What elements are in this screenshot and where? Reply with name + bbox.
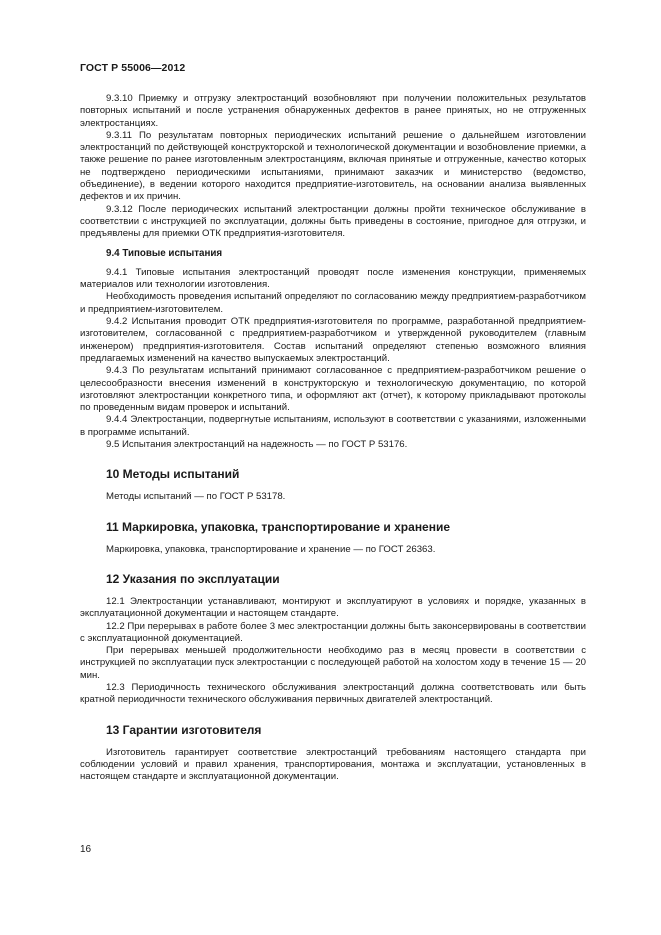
section-heading-13: 13 Гарантии изготовителя xyxy=(106,722,262,737)
page-number: 16 xyxy=(80,844,92,855)
page-content xyxy=(80,93,586,783)
paragraph-11: Маркировка, упаковка, транспортирование и хранение — по ГОСТ 26363. xyxy=(106,543,436,555)
paragraph-9-4-1-continued: Необходимость проведения испытаний определяют по согласованию между предприятием-разработчиком и предприятием-изготовителем. xyxy=(80,291,586,315)
paragraph-9-4-4: 9.4.4 Электростанции, подвергнутые испытаниям, используют в соответствии с указаниями, изложенными в программе испытаний. xyxy=(80,414,586,438)
document-header: ГОСТ Р 55006—2012 xyxy=(80,62,186,74)
paragraph-9-4-1: 9.4.1 Типовые испытания электростанций проводят после изменения конструкции, применяемых материалов или технологии изготовления. xyxy=(80,266,586,291)
paragraph-12-3: 12.3 Периодичность технического обслуживания электростанций должна соответствовать или быть кратной периодичности технического обслуживания первичных двигателей электростанций. xyxy=(80,681,586,706)
paragraph-9-3-12: 9.3.12 После периодических испытаний электростанции должны пройти техническое обслуживание в соответствии с инструкцией по эксплуатации, должны быть приведены в состояние, пригодное для отгрузки, и предъявлены для приемки ОТК предприятия-изготовителя. xyxy=(80,203,586,240)
paragraph-12-1: 12.1 Электростанции устанавливают, монтируют и эксплуатируют в условиях и порядке, указанных в эксплуатационной документации и настоящем стандарте. xyxy=(80,595,586,620)
paragraph-12-2: 12.2 При перерывах в работе более 3 мес электростанции должны быть законсервированы в соответствии с эксплуатационной документацией. xyxy=(80,620,587,644)
subsection-heading-9-4: 9.4 Типовые испытания xyxy=(106,247,223,259)
paragraph-13: Изготовитель гарантирует соответствие электростанций требованиям настоящего стандарта при соблюдении условий и правил хранения, транспортирования, монтажа и эксплуатации, установленных в настоящем стандарте и эксплуатационной документации. xyxy=(80,746,586,783)
paragraph-9-4-3: 9.4.3 По результатам испытаний принимают согласованное с предприятием-разработчиком решение о целесообразности внесения изменений в конструкторскую и технологическую документацию, по которой изготовляют электростанции конкретного типа, и оформляют акт (отчет), к которому прикладывают протоколы по проведенным видам проверок и испытаний. xyxy=(80,365,586,414)
section-heading-10: 10 Методы испытаний xyxy=(106,467,240,482)
paragraph-9-3-11: 9.3.11 По результатам повторных периодических испытаний решение о дальнейшем изготовлении электростанций по действующей конструкторской и технологической документации и возобновление приемки, а также решение по ранее изготовленным электростанциям, включая принятые и отгруженные, качество которых не подтверждено периодическими испытаниями, принимают заказчик и министерство (ведомство, объединение), в ведении которого находится предприятие-изготовитель, на основании анализа выявленных дефектов и их причин. xyxy=(80,129,586,203)
paragraph-12-2-continued: При перерывах меньшей продолжительности необходимо раз в месяц провести в соответствии с инструкцией по эксплуатации пуск электростанции с последующей работой на холостом ходу в течение 15 — 20 мин. xyxy=(80,645,586,681)
paragraph-9-4-2: 9.4.2 Испытания проводит ОТК предприятия-изготовителя по программе, разработанной предприятием-изготовителем, согласованной с предприятием-разработчиком и утвержденной руководителем (главным инженером) предприятия-изготовителя. Состав испытаний определяют степенью возможного влияния предлагаемых изменений на качество выпускаемых электростанций. xyxy=(80,316,586,364)
paragraph-10: Методы испытаний — по ГОСТ Р 53178. xyxy=(106,491,286,503)
paragraph-9-3-10: 9.3.10 Приемку и отгрузку электростанций возобновляют при получении положительных результатов повторных испытаний и после устранения обнаруженных дефектов в ранее принятых, но не отгруженных электростанциях. xyxy=(80,93,586,129)
section-heading-12: 12 Указания по эксплуатации xyxy=(106,571,280,586)
section-heading-11: 11 Маркировка, упаковка, транспортирование и хранение xyxy=(106,519,451,534)
paragraph-9-5: 9.5 Испытания электростанций на надежность — по ГОСТ Р 53176. xyxy=(106,439,408,451)
